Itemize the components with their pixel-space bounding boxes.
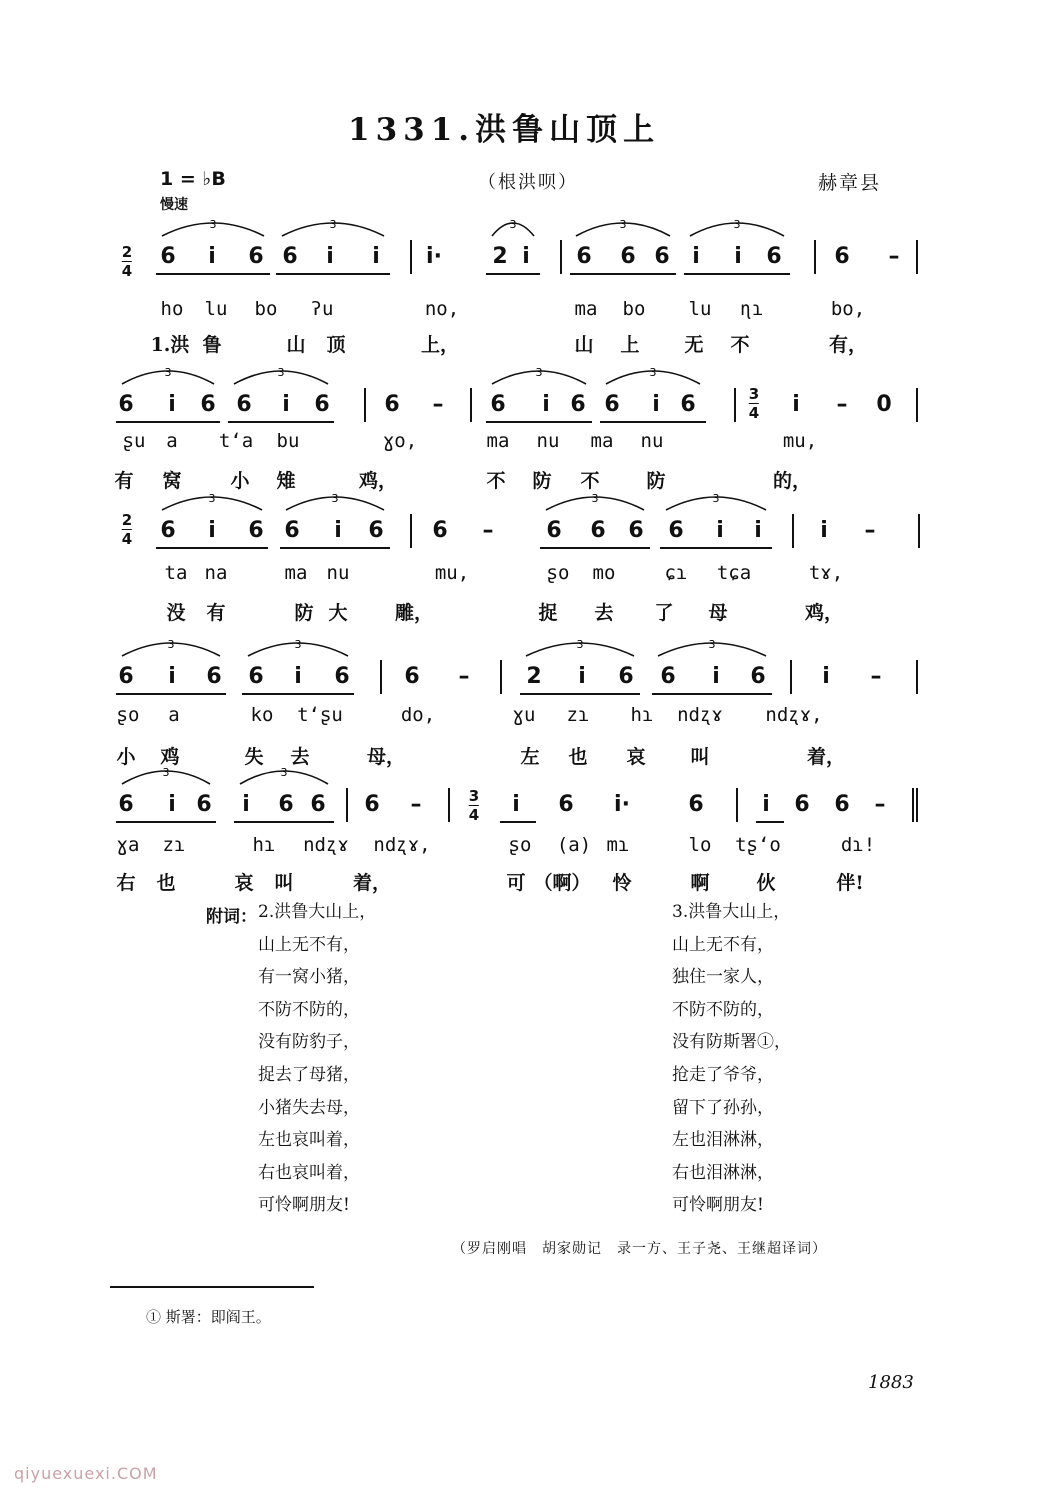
note: i — [334, 518, 342, 543]
verse-2 — [258, 896, 376, 1222]
lyric-syllable: 防 — [532, 470, 552, 492]
romanized-syllable: ta — [164, 562, 188, 584]
note: i — [208, 244, 216, 269]
note: 6 — [834, 244, 850, 269]
note: 6 — [248, 518, 264, 543]
note: 6 — [766, 244, 782, 269]
lyric-syllable: 上 — [620, 334, 640, 356]
romanized-syllable: tɤ, — [808, 562, 844, 584]
note: i — [754, 518, 762, 543]
note: 6 — [200, 392, 216, 417]
verse-line: 小猪失去母， — [258, 1097, 360, 1118]
footnote-rule — [110, 1286, 314, 1288]
romanized-syllable: ɳɿ — [740, 298, 764, 320]
verse-line: 有一窝小猪， — [258, 967, 360, 988]
lyric-syllable: 左 — [520, 746, 540, 768]
lyric-syllable: 哀 — [626, 746, 646, 768]
note: 6 — [236, 392, 252, 417]
footnote: ① 斯署：即阎王。 — [146, 1308, 271, 1326]
watermark: qiyuexuexi.COM — [14, 1464, 158, 1483]
note: i — [168, 392, 176, 417]
note: 6 — [278, 792, 294, 817]
triplet-mark: 3 — [535, 366, 543, 379]
song-title: 1331.洪鲁山顶上 — [348, 112, 661, 148]
verse-line: 左也泪淋淋， — [672, 1130, 774, 1151]
note: 6 — [196, 792, 212, 817]
triplet-mark: 3 — [331, 492, 339, 505]
note: 6 — [750, 664, 766, 689]
note: – — [458, 664, 470, 689]
lyric-syllable: 叫 — [690, 746, 710, 768]
triplet-mark: 3 — [167, 638, 175, 651]
lyric-syllable: 鸡， — [358, 470, 398, 492]
note: 6 — [404, 664, 420, 689]
romanized-syllable: tɕa — [716, 562, 752, 584]
tempo-marking: 慢速 — [160, 197, 188, 213]
note: 6 — [118, 792, 134, 817]
romanized-syllable: ɣu — [512, 704, 536, 726]
lyric-syllable: 母 — [708, 602, 728, 624]
note: 6 — [794, 792, 810, 817]
verse-line: 抢走了爷爷， — [672, 1064, 774, 1085]
verse-line: 可怜啊朋友! — [672, 1195, 764, 1216]
triplet-mark: 3 — [294, 638, 302, 651]
note: – — [432, 392, 444, 417]
verse-line: 留下了孙孙， — [672, 1097, 774, 1118]
romanized-syllable: mo — [592, 562, 616, 584]
verse-line: 不防不防的， — [672, 999, 774, 1020]
lyric-syllable: 防 — [646, 470, 666, 492]
romanized-syllable: bo, — [830, 298, 866, 320]
note: 0 — [876, 392, 892, 417]
romanized-syllable: nu — [326, 562, 350, 584]
lyric-syllable: 着， — [806, 746, 846, 768]
romanized-syllable: nu — [536, 430, 560, 452]
romanized-syllable: ma — [486, 430, 510, 452]
note: 6 — [660, 664, 676, 689]
triplet-mark: 3 — [280, 766, 288, 779]
lyric-syllable: 着， — [352, 872, 392, 894]
note: 2 — [492, 244, 508, 269]
romanized-syllable: ɣa — [116, 834, 140, 856]
verse-line: 2.洪鲁大山上， — [258, 902, 377, 922]
romanized-syllable: ɣo, — [382, 430, 418, 452]
triplet-mark: 3 — [164, 366, 172, 379]
romanized-syllable: mu, — [434, 562, 470, 584]
note: – — [874, 792, 886, 817]
note: i — [822, 664, 830, 689]
note: 6 — [576, 244, 592, 269]
note: i — [792, 392, 800, 417]
lyric-syllable: 大 — [328, 602, 348, 624]
note: 6 — [654, 244, 670, 269]
lyric-syllable: 去 — [594, 602, 614, 624]
lyric-syllable: 失 — [244, 746, 264, 768]
lyric-syllable: 不 — [580, 470, 600, 492]
note: 6 — [118, 664, 134, 689]
lyric-syllable: 有 — [114, 470, 134, 492]
lyric-syllable: 了 — [654, 602, 674, 624]
romanized-syllable: ndʐɤ, — [765, 704, 823, 726]
verse-line: 右也哀叫着， — [258, 1162, 360, 1183]
note: 6 — [364, 792, 380, 817]
note: 6 — [368, 518, 384, 543]
note: 6 — [558, 792, 574, 817]
page-number: 1883 — [868, 1372, 914, 1393]
lyric-syllable: 1.洪 — [150, 334, 190, 356]
lyric-syllable: 鲁 — [202, 334, 222, 356]
triplet-mark: 3 — [576, 638, 584, 651]
romanized-syllable: ndʐɤ, — [373, 834, 431, 856]
note: 6 — [248, 664, 264, 689]
note: i — [820, 518, 828, 543]
romanized-syllable: zɿ — [566, 704, 590, 726]
verse-line: 可怜啊朋友! — [258, 1195, 350, 1216]
lyric-syllable: 有， — [828, 334, 868, 356]
verse-line: 山上无不有， — [258, 934, 360, 955]
note: i — [692, 244, 700, 269]
note: 6 — [248, 244, 264, 269]
lyric-syllable: 山 — [574, 334, 594, 356]
romanized-syllable: ʔu — [310, 298, 334, 320]
triplet-mark: 3 — [649, 366, 657, 379]
note: 6 — [384, 392, 400, 417]
romanized-syllable: nu — [640, 430, 664, 452]
triplet-mark: 3 — [329, 218, 337, 231]
time-signature: 3 4 — [748, 385, 760, 422]
romanized-syllable: do, — [400, 704, 436, 726]
note: – — [836, 392, 848, 417]
verse-line: 右也泪淋淋， — [672, 1162, 774, 1183]
triplet-mark: 3 — [733, 218, 741, 231]
lyric-syllable: 啊 — [690, 872, 710, 894]
lyric-syllable: 伴! — [836, 872, 864, 894]
romanized-syllable: ma — [284, 562, 308, 584]
triplet-mark: 3 — [591, 492, 599, 505]
romanized-syllable: hɿ — [630, 704, 654, 726]
verse-line: 3.洪鲁大山上， — [672, 902, 791, 922]
lyric-syllable: 雕， — [394, 602, 434, 624]
note: i — [282, 392, 290, 417]
note: i — [168, 664, 176, 689]
romanized-syllable: lu — [204, 298, 228, 320]
verse-3 — [672, 896, 791, 1222]
note: i — [762, 792, 770, 817]
verse-line: 左也哀叫着， — [258, 1130, 360, 1151]
lyric-syllable: （啊） — [533, 872, 591, 894]
romanized-syllable: ɕɿ — [664, 562, 688, 584]
lyric-syllable: 山 — [286, 334, 306, 356]
romanized-syllable: tʂʻo — [735, 834, 781, 856]
romanized-syllable: no, — [424, 298, 460, 320]
note: i — [294, 664, 302, 689]
triplet-mark: 3 — [277, 366, 285, 379]
note: 6 — [314, 392, 330, 417]
romanized-syllable: mu, — [782, 430, 818, 452]
verse-line: 没有防豹子， — [258, 1032, 360, 1053]
note: 6 — [546, 518, 562, 543]
note: 6 — [160, 244, 176, 269]
lyric-syllable: 顶 — [326, 334, 346, 356]
lyric-syllable: 也 — [568, 746, 588, 768]
lyric-syllable: 哀 — [234, 872, 254, 894]
note: 6 — [628, 518, 644, 543]
verse-line: 独住一家人， — [672, 967, 774, 988]
lyric-syllable: 怜 — [612, 872, 632, 894]
lyric-syllable: 母， — [366, 746, 406, 768]
key-signature: 1 = ♭B — [160, 168, 226, 190]
romanized-syllable: dɿ! — [840, 834, 876, 856]
note: 6 — [834, 792, 850, 817]
note: – — [864, 518, 876, 543]
note: 6 — [590, 518, 606, 543]
romanized-syllable: lo — [688, 834, 712, 856]
time-signature: 2 4 — [121, 511, 133, 548]
lyric-syllable: 伙 — [756, 872, 776, 894]
note: i — [372, 244, 380, 269]
note: 6 — [490, 392, 506, 417]
time-signature: 3 4 — [468, 787, 480, 824]
romanized-syllable: ma — [590, 430, 614, 452]
lyric-syllable: 有 — [206, 602, 226, 624]
time-signature: 2 4 — [121, 243, 133, 280]
lyric-syllable: 去 — [290, 746, 310, 768]
triplet-mark: 3 — [162, 766, 170, 779]
lyric-syllable: 没 — [166, 602, 186, 624]
triplet-mark: 3 — [509, 218, 517, 231]
romanized-syllable: bo — [254, 298, 278, 320]
note: 2 — [526, 664, 542, 689]
note: i — [734, 244, 742, 269]
verse-line: 山上无不有， — [672, 934, 774, 955]
romanized-syllable: ʂo — [116, 704, 140, 726]
romanized-syllable: (a) — [556, 834, 592, 856]
romanized-syllable: a — [168, 704, 180, 726]
triplet-mark: 3 — [208, 492, 216, 505]
note: i· — [426, 244, 442, 269]
note: 6 — [206, 664, 222, 689]
romanized-syllable: tʻa — [218, 430, 254, 452]
triplet-mark: 3 — [712, 492, 720, 505]
romanized-syllable: zɿ — [162, 834, 186, 856]
romanized-syllable: bo — [622, 298, 646, 320]
romanized-syllable: ndʐɤ — [677, 704, 723, 726]
triplet-mark: 3 — [619, 218, 627, 231]
romanized-syllable: mɿ — [606, 834, 630, 856]
note: 6 — [310, 792, 326, 817]
romanized-syllable: ko — [250, 704, 274, 726]
triplet-mark: 3 — [708, 638, 716, 651]
romanized-syllable: na — [204, 562, 228, 584]
romanized-syllable: a — [166, 430, 178, 452]
verse-line: 捉去了母猪， — [258, 1064, 360, 1085]
romanized-syllable: tʻʂu — [297, 704, 343, 726]
lyric-syllable: 小 — [230, 470, 250, 492]
romanized-syllable: ndʐɤ — [303, 834, 349, 856]
lyric-syllable: 叫 — [274, 872, 294, 894]
lyric-syllable: 上， — [420, 334, 460, 356]
lyric-syllable: 雉 — [276, 470, 296, 492]
note: i — [242, 792, 250, 817]
romanized-syllable: ho — [160, 298, 184, 320]
note: – — [888, 244, 900, 269]
lyric-syllable: 无 — [684, 334, 704, 356]
romanized-syllable: ʂo — [546, 562, 570, 584]
verse-line: 不防不防的， — [258, 999, 360, 1020]
lyric-syllable: 也 — [156, 872, 176, 894]
romanized-syllable: ʂu — [122, 430, 146, 452]
note: 6 — [570, 392, 586, 417]
note: 6 — [618, 664, 634, 689]
note: i — [652, 392, 660, 417]
credit-line: （罗启刚唱 胡家勋记 录一方、王子尧、王继超译词） — [452, 1241, 827, 1257]
note: 6 — [432, 518, 448, 543]
lyric-syllable: 捉 — [538, 602, 558, 624]
lyric-syllable: 小 — [116, 746, 136, 768]
note: i — [578, 664, 586, 689]
song-origin: 赫章县 — [818, 172, 882, 194]
note: i — [168, 792, 176, 817]
note: i — [208, 518, 216, 543]
note: i — [716, 518, 724, 543]
lyric-syllable: 不 — [486, 470, 506, 492]
romanized-syllable: ma — [574, 298, 598, 320]
romanized-syllable: lu — [688, 298, 712, 320]
note: i — [512, 792, 520, 817]
note: 6 — [284, 518, 300, 543]
note: 6 — [688, 792, 704, 817]
note: 6 — [282, 244, 298, 269]
verse-line: 没有防斯署①， — [672, 1032, 791, 1053]
note: 6 — [668, 518, 684, 543]
lyric-syllable: 鸡 — [160, 746, 180, 768]
romanized-syllable: bu — [276, 430, 300, 452]
lyric-syllable: 可 — [506, 872, 526, 894]
note: 6 — [334, 664, 350, 689]
note: 6 — [118, 392, 134, 417]
note: – — [482, 518, 494, 543]
note: i — [712, 664, 720, 689]
lyric-syllable: 不 — [730, 334, 750, 356]
note: i — [522, 244, 530, 269]
note: 6 — [160, 518, 176, 543]
note: i· — [614, 792, 630, 817]
note: – — [410, 792, 422, 817]
romanized-syllable: hɿ — [252, 834, 276, 856]
lyric-syllable: 窝 — [162, 470, 182, 492]
lyric-syllable: 右 — [116, 872, 136, 894]
note: i — [326, 244, 334, 269]
romanized-syllable: ʂo — [508, 834, 532, 856]
lyric-syllable: 防 — [294, 602, 314, 624]
verse-label: 附词： — [206, 907, 257, 927]
note: – — [870, 664, 882, 689]
song-subtitle: （根洪呗） — [478, 172, 578, 193]
lyric-syllable: 的， — [772, 470, 812, 492]
triplet-mark: 3 — [209, 218, 217, 231]
note: i — [542, 392, 550, 417]
note: 6 — [604, 392, 620, 417]
lyric-syllable: 鸡， — [804, 602, 844, 624]
note: 6 — [680, 392, 696, 417]
note: 6 — [620, 244, 636, 269]
